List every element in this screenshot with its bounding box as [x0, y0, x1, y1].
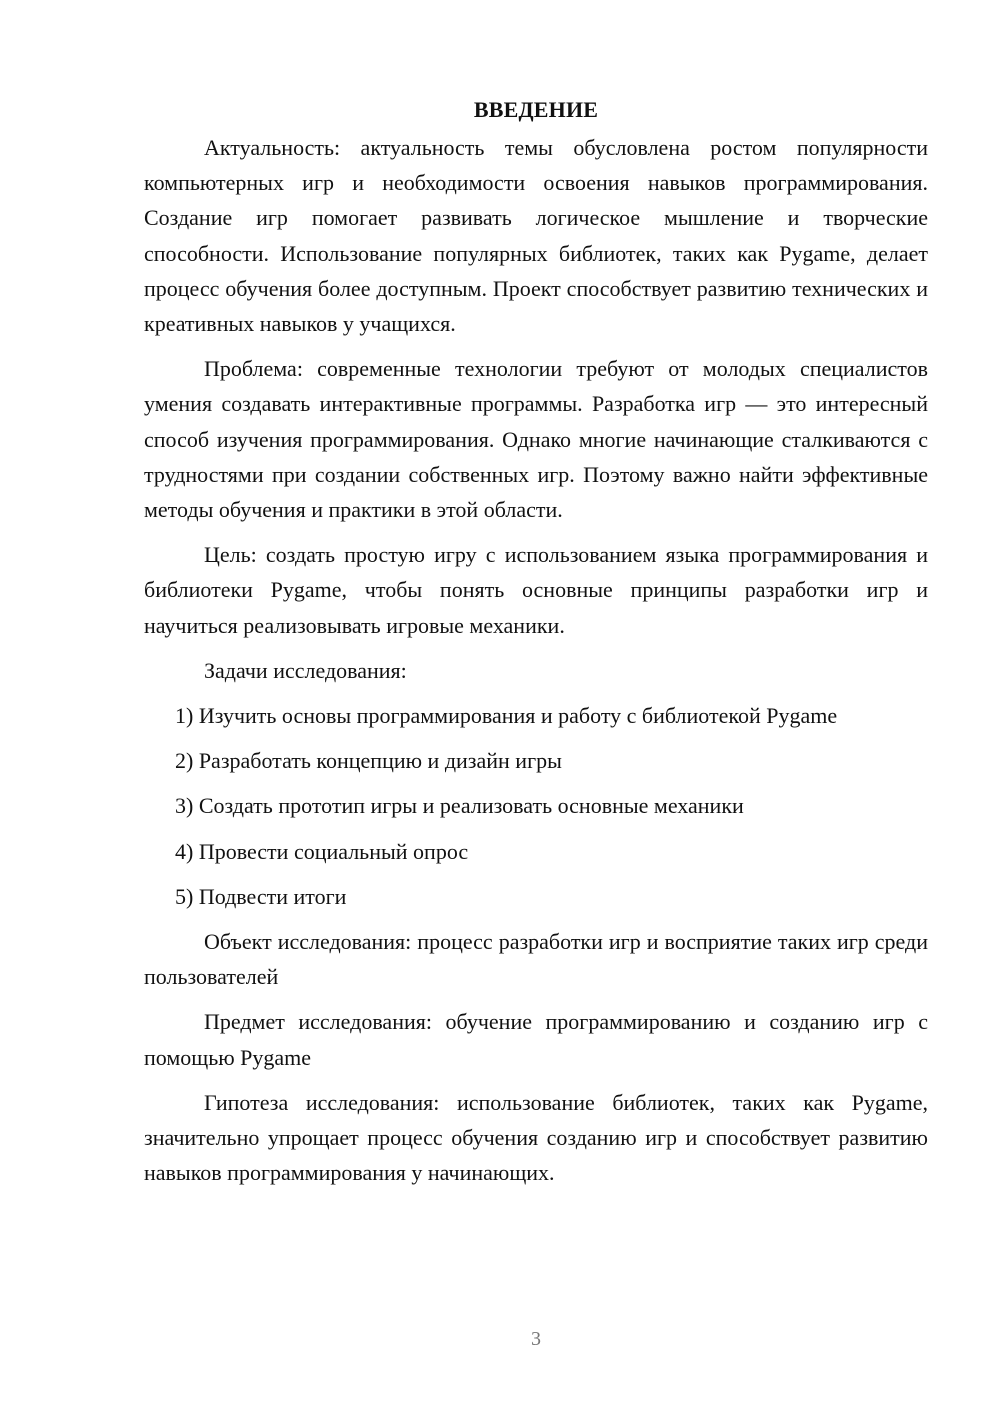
task-item: 1) Изучить основы программирования и работу с библиотекой Pygame	[175, 703, 838, 729]
task-item: 5) Подвести итоги	[175, 883, 347, 909]
object-paragraph: Объект исследования: процесс разработки игр и восприятие таких игр среди пользователей	[144, 929, 928, 990]
tasks-title: Задачи исследования:	[204, 657, 407, 683]
subject-paragraph: Предмет исследования: обучение программированию и созданию игр с помощью Pygame	[144, 1009, 928, 1070]
section-heading: ВВЕДЕНИЕ	[473, 97, 599, 122]
task-item: 4) Провести социальный опрос	[175, 838, 469, 864]
task-item: 2) Разработать концепцию и дизайн игры	[175, 748, 562, 774]
problem-paragraph: Проблема: современные технологии требуют от молодых специалистов умения создавать интерактивные программы. Разработка игр — это интересный способ изучения программирования. Однако многие начинающие сталкиваются с трудностями при создании собственных игр. Поэтому важно найти эффективные методы обучения и практики в этой области.	[144, 356, 928, 523]
hypothesis-paragraph: Гипотеза исследования: использование библиотек, таких как Pygame, значительно упрощает процесс обучения созданию игр и способствует развитию навыков программирования у начинающих.	[144, 1089, 928, 1186]
page-content	[144, 92, 928, 1200]
page-number: 3	[531, 1328, 541, 1350]
relevance-paragraph: Актуальность: актуальность темы обусловлена ростом популярности компьютерных игр и необходимости освоения навыков программирования. Создание игр помогает развивать логическое мышление и творческие способности. Использование популярных библиотек, таких как Pygame, делает процесс обучения более доступным. Проект способствует развитию технических и креативных навыков у учащихся.	[144, 135, 928, 337]
tasks-list	[144, 698, 928, 914]
task-item: 3) Создать прототип игры и реализовать основные механики	[175, 793, 744, 819]
goal-paragraph: Цель: создать простую игру с использованием языка программирования и библиотеки Pygame, чтобы понять основные принципы разработки игр и научиться реализовывать игровые механики.	[144, 542, 928, 638]
